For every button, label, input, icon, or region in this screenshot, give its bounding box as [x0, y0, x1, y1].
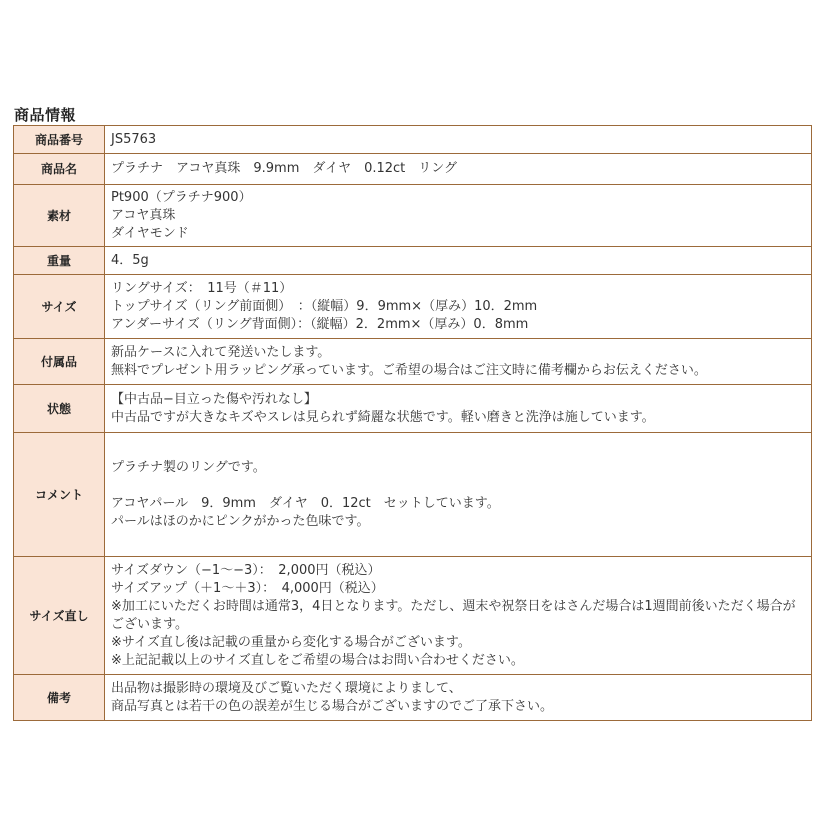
value-resize	[105, 557, 812, 675]
table-row-condition	[14, 385, 812, 433]
label-accessories: 付属品	[14, 339, 105, 385]
label-material: 素材	[14, 185, 105, 247]
table-row-accessories	[14, 339, 812, 385]
label-notes: 備考	[14, 675, 105, 721]
product-info-table	[13, 125, 812, 721]
text-line: 新品ケースに入れて発送いたします。	[111, 344, 331, 360]
label-weight: 重量	[14, 247, 105, 275]
blank-line	[111, 477, 805, 495]
text-line: プラチナ製のリングです。	[111, 459, 266, 475]
value-material	[105, 185, 812, 247]
label-condition: 状態	[14, 385, 105, 433]
text-line: アンダーサイズ（リング背面側）：（縦幅）2．2mm×（厚み）0．8mm	[111, 316, 529, 332]
label-resize: サイズ直し	[14, 557, 105, 675]
text-line: アコヤパール 9．9mm ダイヤ 0．12ct セットしています。	[111, 495, 500, 511]
text-line: アコヤ真珠	[111, 207, 176, 223]
table-row-notes	[14, 675, 812, 721]
value-size	[105, 275, 812, 339]
text-line: 商品写真とは若干の色の誤差が生じる場合がございますのでご了承下さい。	[111, 698, 554, 714]
label-size: サイズ	[14, 275, 105, 339]
table-row-size	[14, 275, 812, 339]
text-line: 中古品ですが大きなキズやスレは見られず綺麗な状態です。軽い磨きと洗浄は施しています。	[111, 409, 655, 425]
text-line: プラチナ アコヤ真珠 9.9mm ダイヤ 0.12ct リング	[111, 161, 458, 176]
label-product-number: 商品番号	[14, 126, 105, 154]
table-row-weight	[14, 247, 812, 275]
value-condition	[105, 385, 812, 433]
label-comment: コメント	[14, 433, 105, 557]
text-line: パールはほのかにピンクがかった色味です。	[111, 513, 370, 529]
value-accessories	[105, 339, 812, 385]
value-product-number	[105, 126, 812, 154]
value-weight	[105, 247, 812, 275]
value-product-name	[105, 154, 812, 185]
text-line: ※上記記載以上のサイズ直しをご希望の場合はお問い合わせください。	[111, 652, 524, 668]
text-line: Pt900（プラチナ900）	[111, 189, 252, 205]
text-line: ※サイズ直し後は記載の重量から変化する場合がございます。	[111, 634, 471, 650]
text-line: リングサイズ： 11号（＃11）	[111, 280, 293, 296]
text-line: JS5763	[111, 131, 157, 147]
table-row-material	[14, 185, 812, 247]
text-line: サイズダウン（−1〜−3）： 2,000円（税込）	[111, 562, 381, 578]
value-comment	[105, 433, 812, 557]
section-title: 商品情報	[14, 106, 77, 124]
text-line: 【中古品−目立った傷や汚れなし】	[111, 391, 317, 407]
text-line: 出品物は撮影時の環境及びご覧いただく環境によりまして、	[111, 680, 462, 696]
text-line: トップサイズ（リング前面側） ：（縦幅）9．9mm×（厚み）10．2mm	[111, 298, 538, 314]
value-notes	[105, 675, 812, 721]
table-row-product-number	[14, 126, 812, 154]
label-product-name: 商品名	[14, 154, 105, 185]
text-line: ※加工にいただくお時間は通常3，4日となります。ただし、週末や祝祭日をはさんだ場合は1週間前後いただく場合がございます。	[111, 598, 796, 632]
table-row-comment	[14, 433, 812, 557]
text-line: ダイヤモンド	[111, 225, 189, 241]
text-line: サイズアップ（＋1〜＋3）： 4,000円（税込）	[111, 580, 384, 596]
table-row-product-name	[14, 154, 812, 185]
table-row-resize	[14, 557, 812, 675]
text-line: 無料でプレゼント用ラッピング承っています。ご希望の場合はご注文時に備考欄からお伝えください。	[111, 362, 707, 378]
text-line: 4．5g	[111, 252, 149, 268]
